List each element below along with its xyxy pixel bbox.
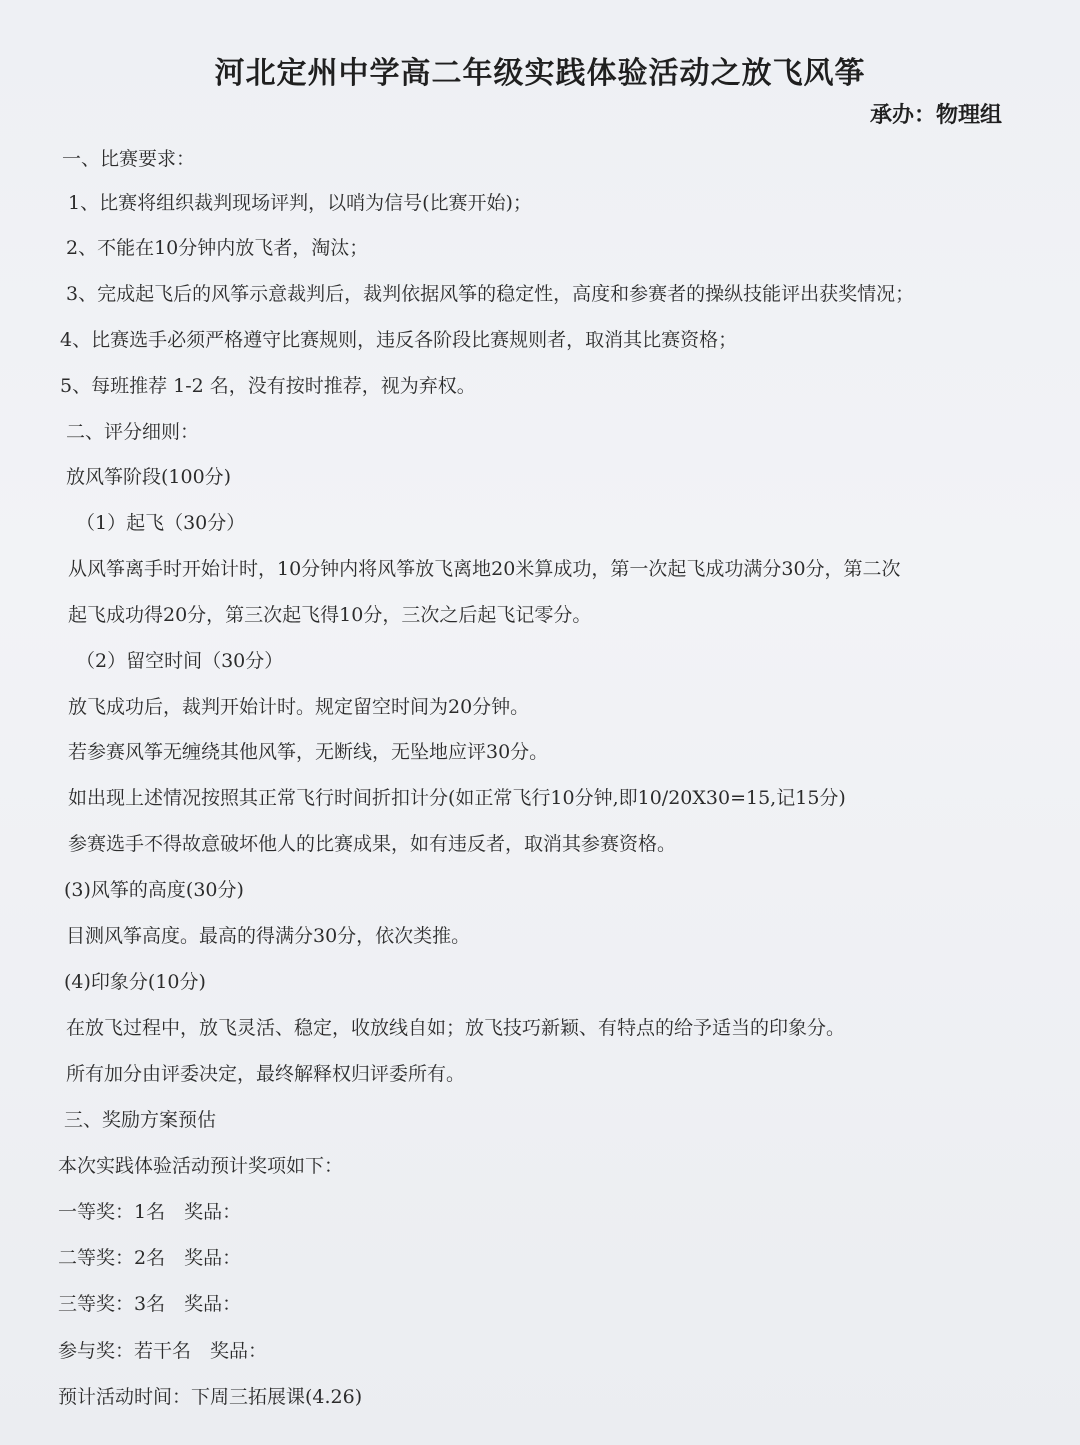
requirement-item-5: 5、每班推荐 1-2 名，没有按时推荐，视为弃权。	[60, 375, 476, 397]
section-heading-awards: 三、奖励方案预估	[64, 1109, 217, 1131]
scoring-airtime-text-2: 若参赛风筝无缠绕其他风筝，无断线，无坠地应评30分。	[68, 741, 549, 763]
scoring-airtime-text-4: 参赛选手不得故意破坏他人的比赛成果，如有违反者，取消其参赛资格。	[68, 833, 677, 855]
section-heading-scoring: 二、评分细则：	[66, 421, 200, 443]
scoring-height-text: 目测风筝高度。最高的得满分30分，依次类推。	[66, 925, 471, 947]
section-heading-requirements: 一、比赛要求：	[62, 148, 196, 170]
scoring-stage-title: 放风筝阶段(100分)	[66, 466, 232, 488]
requirement-item-3: 3、完成起飞后的风筝示意裁判后，裁判依据风筝的稳定性，高度和参赛者的操纵技能评出获奖情况；	[66, 283, 915, 305]
requirement-item-1: 1、比赛将组织裁判现场评判，以哨为信号(比赛开始)；	[68, 192, 532, 214]
requirement-item-2: 2、不能在10分钟内放飞者，淘汰；	[66, 237, 369, 259]
document-title: 河北定州中学高二年级实践体验活动之放飞风筝	[214, 56, 866, 91]
scoring-airtime-text-1: 放飞成功后，裁判开始计时。规定留空时间为20分钟。	[68, 696, 530, 718]
award-participation-prize: 参与奖：若干名 奖品：	[58, 1340, 268, 1362]
requirement-item-4: 4、比赛选手必须严格遵守比赛规则，违反各阶段比赛规则者，取消其比赛资格；	[60, 329, 738, 351]
scoring-subsection-takeoff: （1）起飞（30分）	[76, 512, 246, 534]
scoring-subsection-impression: (4)印象分(10分)	[64, 971, 206, 993]
award-third-prize: 三等奖：3名 奖品：	[58, 1293, 242, 1315]
organizer-label: 承办：物理组	[869, 102, 1002, 128]
scoring-subsection-airtime: （2）留空时间（30分）	[76, 650, 284, 672]
scoring-takeoff-text-2: 起飞成功得20分，第三次起飞得10分，三次之后起飞记零分。	[68, 604, 592, 626]
scoring-final-note: 所有加分由评委决定，最终解释权归评委所有。	[66, 1063, 466, 1085]
scoring-subsection-height: (3)风筝的高度(30分)	[64, 879, 244, 901]
scoring-airtime-text-3: 如出现上述情况按照其正常飞行时间折扣计分(如正常飞行10分钟,即10/20X30=15,记15分)	[68, 787, 846, 809]
awards-intro: 本次实践体验活动预计奖项如下：	[58, 1155, 344, 1177]
scoring-impression-text: 在放飞过程中，放飞灵活、稳定，收放线自如；放飞技巧新颖、有特点的给予适当的印象分。	[66, 1017, 846, 1039]
award-second-prize: 二等奖：2名 奖品：	[58, 1247, 242, 1269]
activity-time: 预计活动时间：下周三拓展课(4.26)	[58, 1386, 363, 1408]
award-first-prize: 一等奖：1名 奖品：	[58, 1201, 242, 1223]
scoring-takeoff-text-1: 从风筝离手时开始计时，10分钟内将风筝放飞离地20米算成功，第一次起飞成功满分30分，第二次	[68, 558, 901, 580]
